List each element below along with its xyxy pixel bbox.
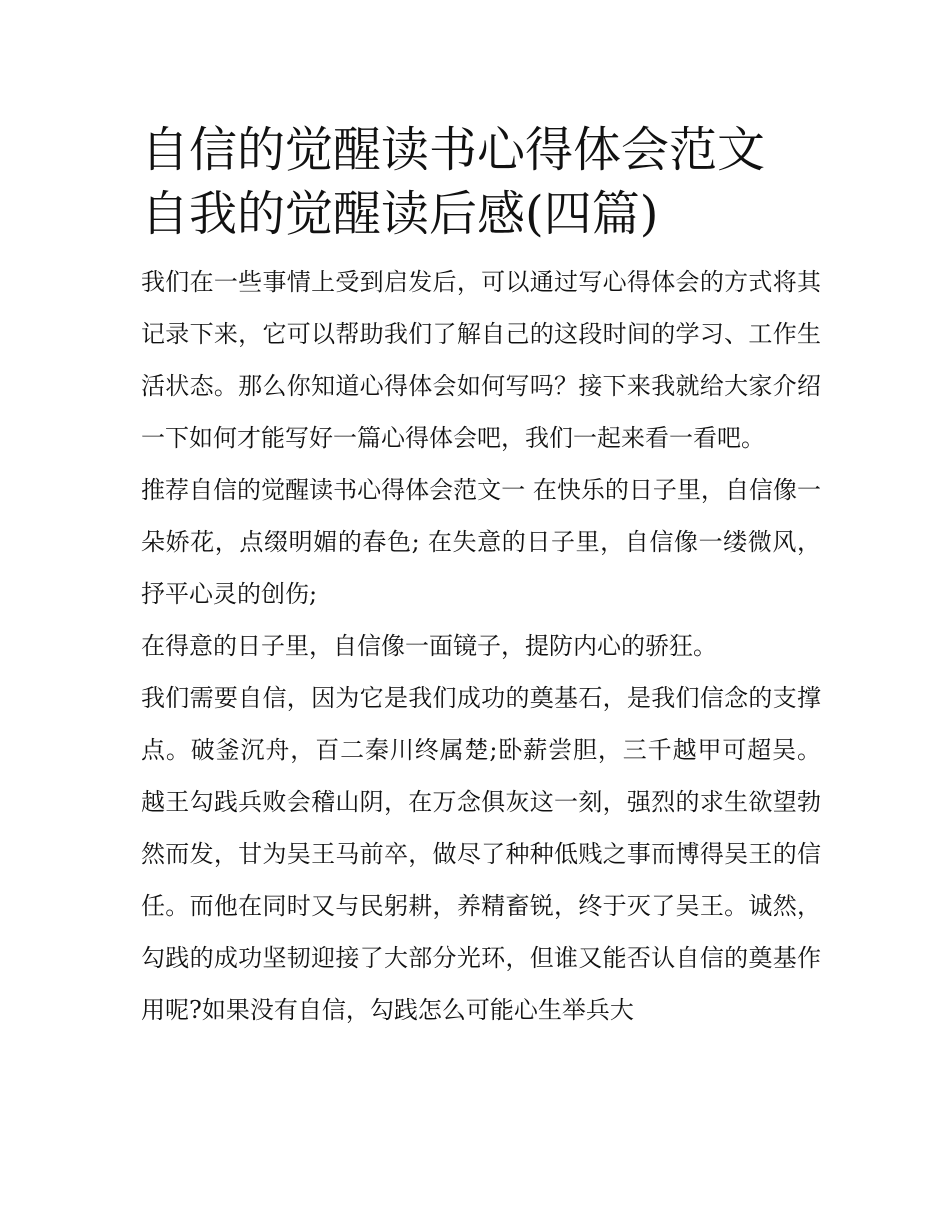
paragraph-intro: 我们在一些事情上受到启发后，可以通过写心得体会的方式将其记录下来，它可以帮助我们了解自己的这段时间的学习、工作生活状态。那么你知道心得体会如何写吗？接下来我就给大家介绍一下如何才能写好一篇心得体会吧，我们一起来看一看吧。	[141, 268, 821, 452]
document-content	[141, 118, 821, 1036]
document-title	[141, 118, 821, 246]
paragraph-mirror: 在得意的日子里，自信像一面镜子，提防内心的骄狂。	[141, 632, 717, 660]
title-line-1: 自信的觉醒读书心得体会范文	[141, 122, 766, 178]
paragraph-goujian: 我们需要自信，因为它是我们成功的奠基石，是我们信念的支撑点。破釜沉舟，百二秦川终属楚;卧薪尝胆，三千越甲可超吴。越王勾践兵败会稽山阴，在万念俱灰这一刻，强烈的求生欲望勃然而发，甘为吴王马前卒，做尽了种种低贱之事而博得吴王的信任。而他在同时又与民躬耕，养精畜锐，终于灭了吴王。诚然，勾践的成功坚韧迎接了大部分光环，但谁又能否认自信的奠基作用呢?如果没有自信，勾践怎么可能心生举兵大	[141, 684, 821, 1024]
paragraph-essay-one-opening: 推荐自信的觉醒读书心得体会范文一 在快乐的日子里，自信像一朵娇花，点缀明媚的春色; 在失意的日子里，自信像一缕微风，抒平心灵的创伤;	[141, 476, 821, 608]
title-line-2: 自我的觉醒读后感(四篇)	[141, 186, 659, 242]
